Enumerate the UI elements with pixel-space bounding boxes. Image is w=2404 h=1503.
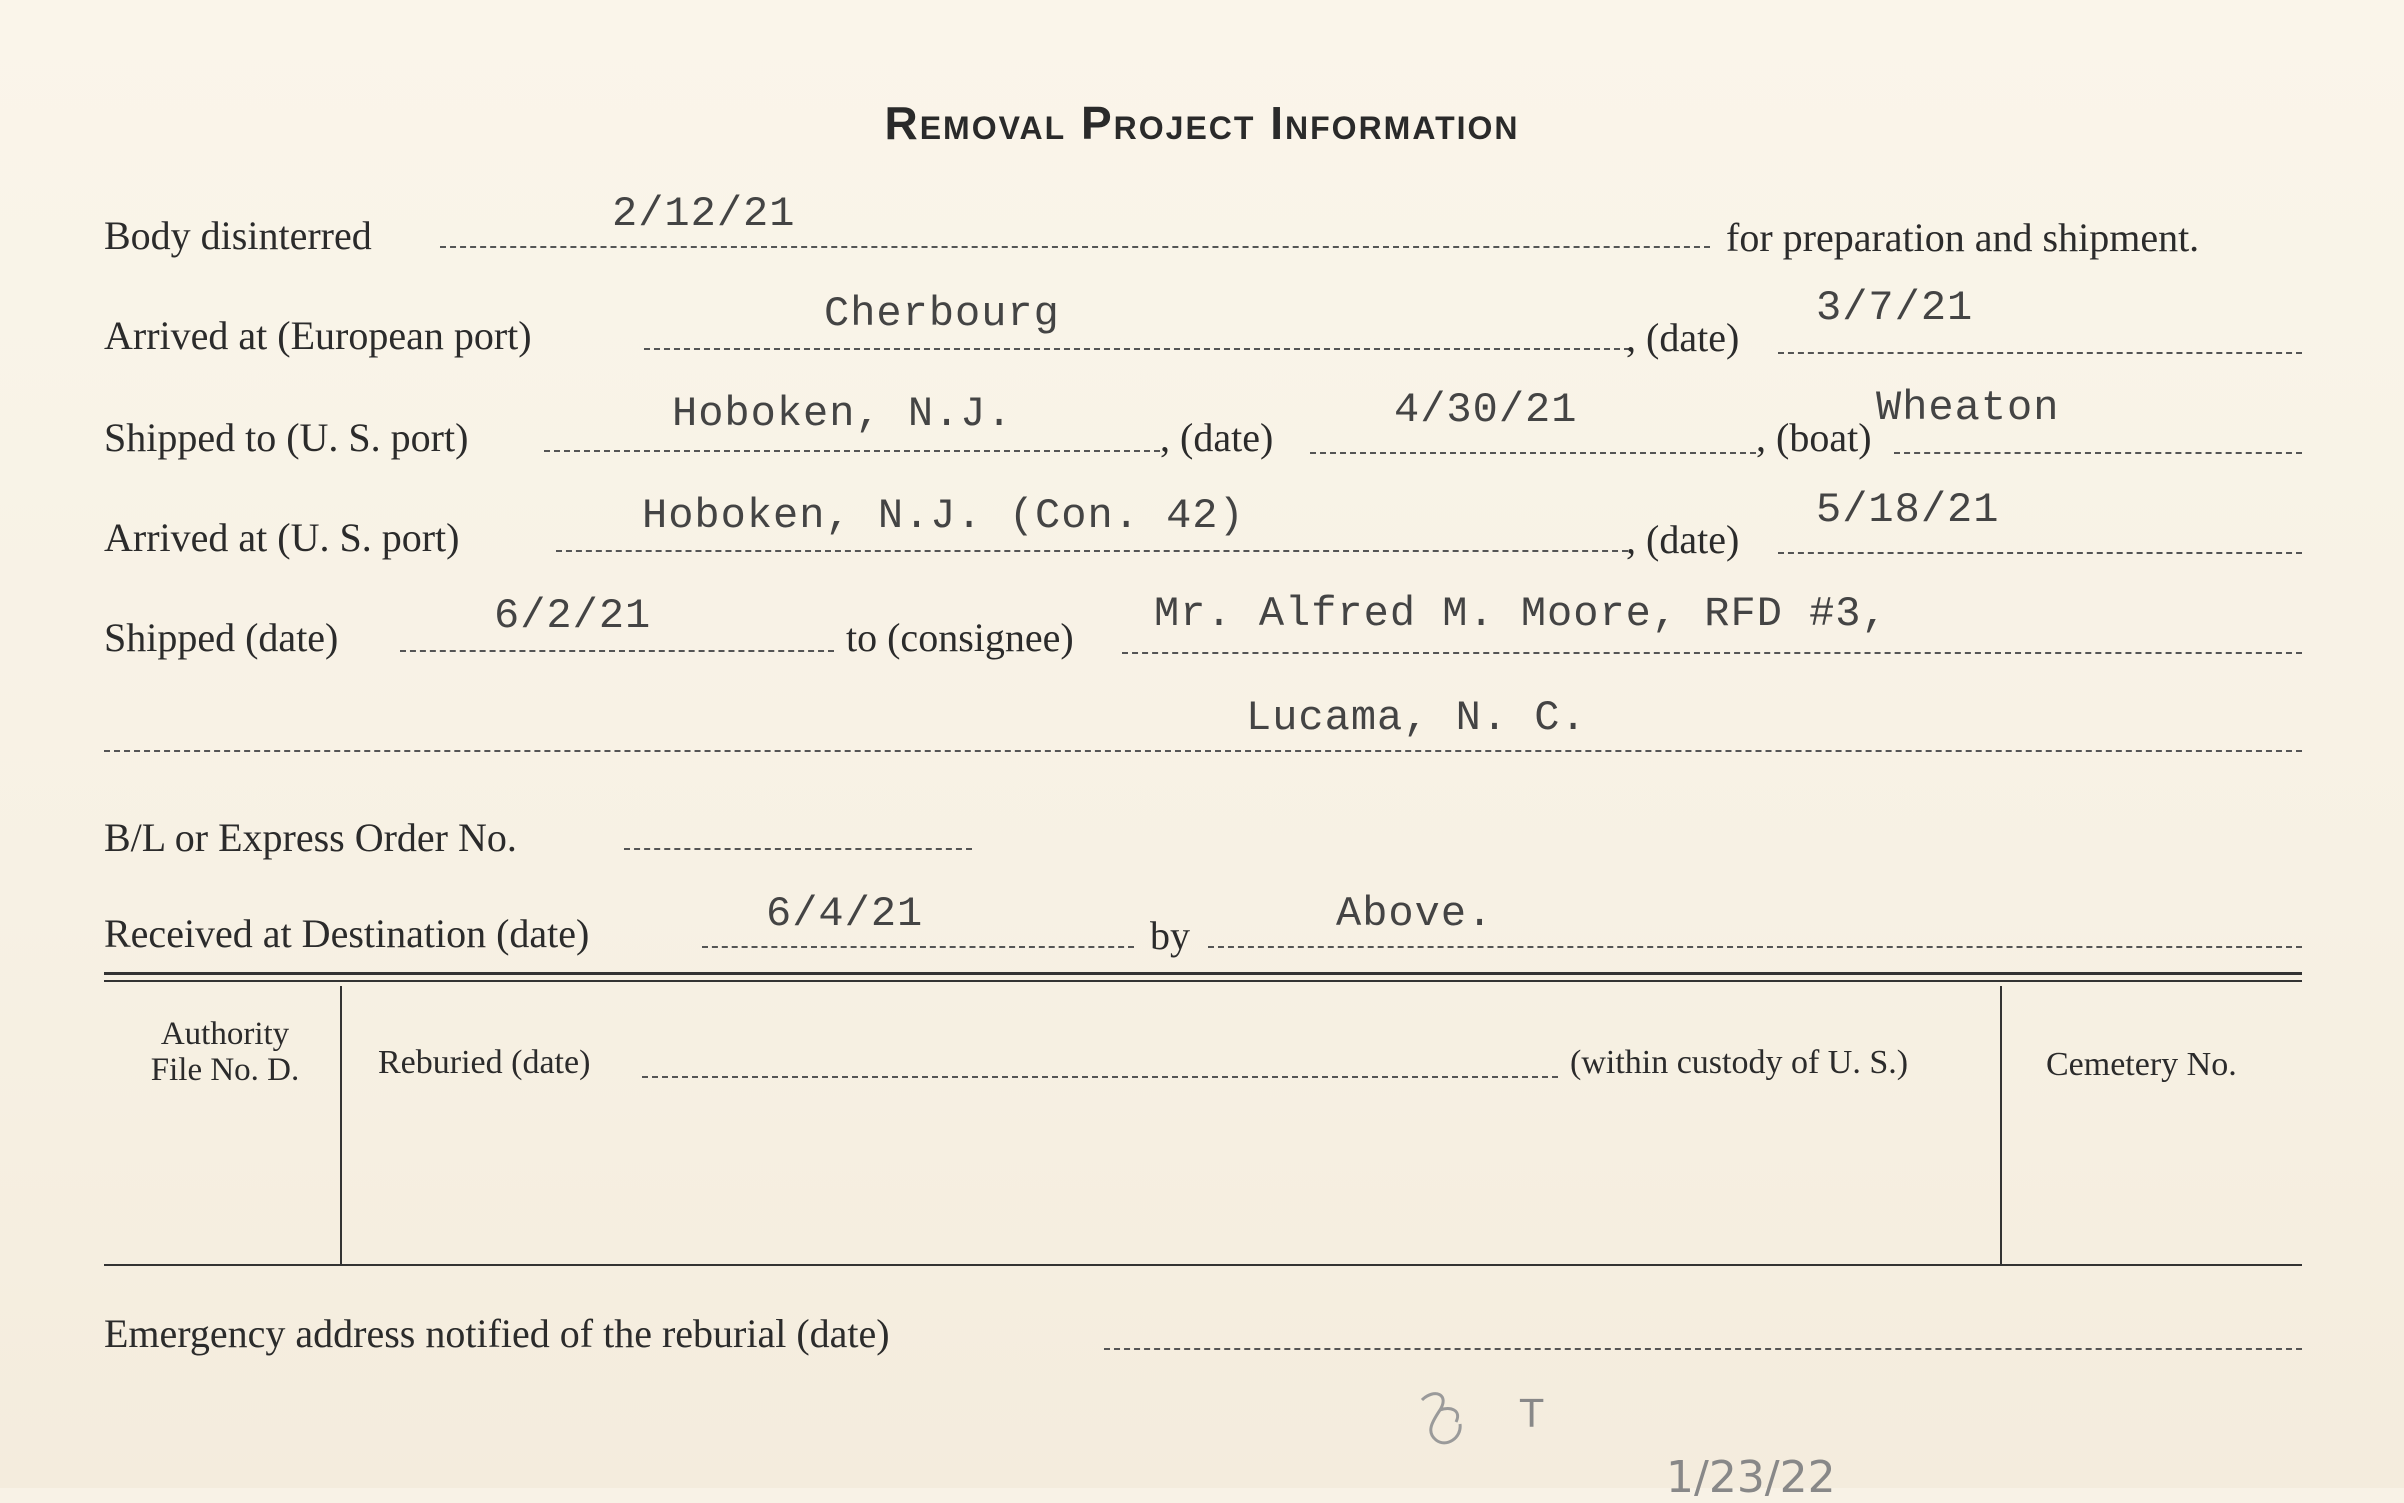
- body-disinterred-line: [440, 246, 1710, 248]
- shipped-us-date-line: [1310, 452, 1756, 454]
- authority-file-label: [110, 1016, 340, 1088]
- box-bottom-rule: [104, 1264, 2302, 1266]
- card-title: Removal Project Information: [884, 97, 1520, 149]
- bl-order-line: [624, 848, 972, 850]
- emergency-label: Emergency address notified of the reburial (date): [104, 1311, 890, 1356]
- consignee-line-1: Mr. Alfred M. Moore, RFD #3,: [1154, 590, 1888, 638]
- reburied-date-label: Reburied (date): [378, 1044, 591, 1081]
- pencil-date: 1/23/22: [1666, 1452, 1836, 1503]
- consignee-line-2-rule: [104, 750, 2302, 752]
- shipped-us-boat-label: , (boat): [1756, 415, 1872, 460]
- received-label: Received at Destination (date): [104, 911, 590, 956]
- shipped-us-boat-line: [1894, 452, 2302, 454]
- arrived-european-label: Arrived at (European port): [104, 313, 532, 358]
- received-date-line: [702, 946, 1134, 948]
- arrived-us-label: Arrived at (U. S. port): [104, 515, 460, 560]
- arrived-european-value: Cherbourg: [824, 290, 1060, 338]
- shipped-us-port: Hoboken, N.J.: [672, 390, 1013, 438]
- received-by: Above.: [1336, 890, 1494, 938]
- box-divider-right: [2000, 986, 2002, 1264]
- arrived-european-line: [644, 348, 1630, 350]
- arrived-european-date-label: , (date): [1626, 315, 1740, 360]
- arrived-european-date: 3/7/21: [1816, 284, 1974, 332]
- received-date: 6/4/21: [766, 890, 924, 938]
- box-divider-left: [340, 986, 342, 1264]
- body-disinterred-value: 2/12/21: [612, 190, 796, 238]
- arrived-us-date-line: [1778, 552, 2302, 554]
- pencil-initial: T: [1520, 1392, 1544, 1436]
- shipped-date-value: 6/2/21: [494, 592, 652, 640]
- shipped-us-boat: Wheaton: [1876, 384, 2060, 432]
- custody-label: (within custody of U. S.): [1570, 1044, 1909, 1081]
- shipped-date-line: [400, 650, 834, 652]
- arrived-us-line: [556, 550, 1628, 552]
- emergency-line: [1104, 1348, 2302, 1350]
- received-by-line: [1208, 946, 2302, 948]
- consignee-line-2: Lucama, N. C.: [1246, 694, 1587, 742]
- shipped-us-date: 4/30/21: [1394, 386, 1578, 434]
- box-top-rule-1: [104, 972, 2302, 975]
- arrived-us-date-label: , (date): [1626, 517, 1740, 562]
- arrived-us-value: Hoboken, N.J. (Con. 42): [642, 492, 1245, 540]
- reburied-date-line: [642, 1076, 1558, 1078]
- authority-line-1: Authority: [160, 1016, 290, 1052]
- consignee-label: to (consignee): [846, 615, 1074, 660]
- arrived-us-date: 5/18/21: [1816, 486, 2000, 534]
- bl-order-label: B/L or Express Order No.: [104, 815, 517, 860]
- shipped-us-date-label: , (date): [1160, 415, 1274, 460]
- authority-line-2: File No. D.: [150, 1052, 300, 1088]
- cemetery-no-label: Cemetery No.: [2046, 1046, 2237, 1083]
- arrived-european-date-line: [1778, 352, 2302, 354]
- consignee-line: [1122, 652, 2302, 654]
- shipped-us-line: [544, 450, 1160, 452]
- pencil-scribble-icon: [1410, 1380, 1480, 1460]
- shipped-us-label: Shipped to (U. S. port): [104, 415, 469, 460]
- body-disinterred-suffix: for preparation and shipment.: [1726, 215, 2200, 260]
- body-disinterred-label: Body disinterred: [104, 213, 372, 258]
- shipped-date-label: Shipped (date): [104, 615, 339, 660]
- box-top-rule-2: [104, 980, 2302, 982]
- received-by-label: by: [1150, 913, 1190, 958]
